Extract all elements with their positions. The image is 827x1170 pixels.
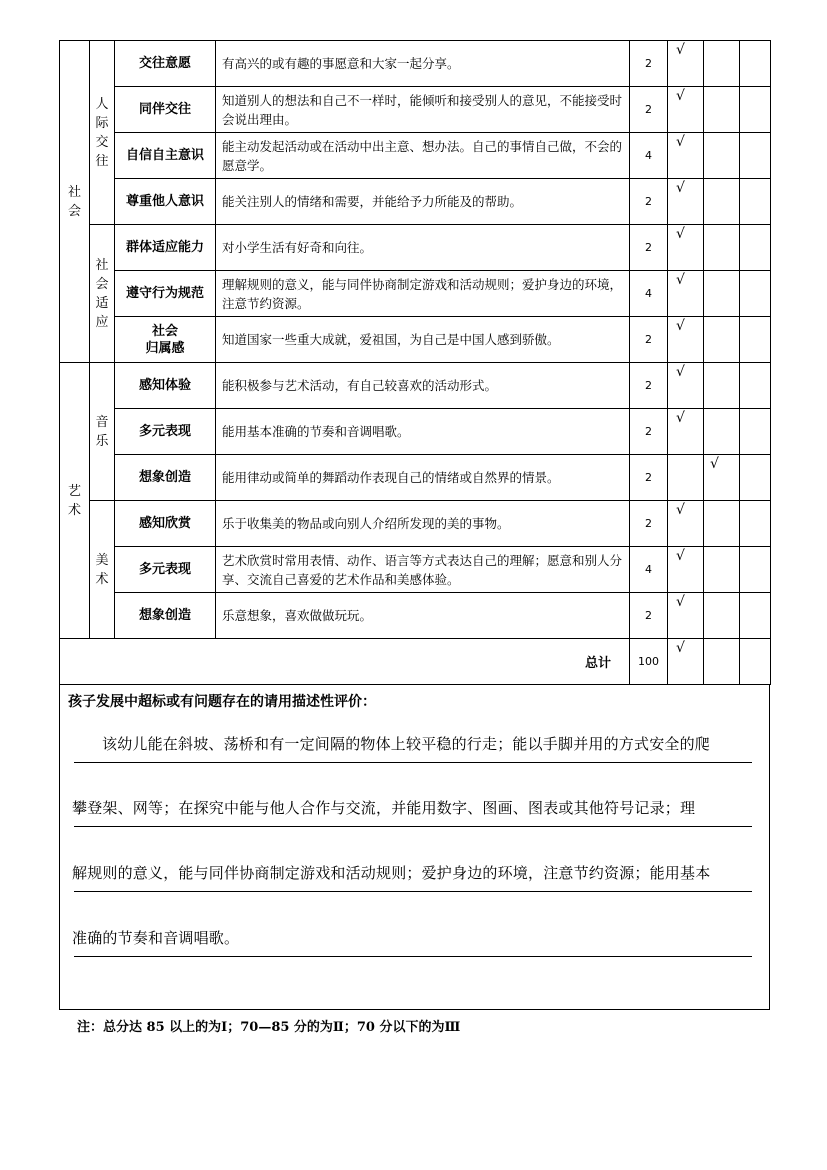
table-row: [60, 225, 771, 271]
item-score: 4: [630, 133, 668, 179]
writing-rule: [74, 762, 752, 763]
comment-title: 孩子发展中超标或有问题存在的请用描述性评价：: [68, 694, 376, 710]
item-description: 能用基本准确的节奏和音调唱歌。: [216, 409, 630, 455]
item-description: 能积极参与艺术活动，有自己较喜欢的活动形式。: [216, 363, 630, 409]
item-name: 想象创造: [115, 455, 216, 501]
item-description: 有高兴的或有趣的事愿意和大家一起分享。: [216, 41, 630, 87]
item-name: 感知体验: [115, 363, 216, 409]
check-mark-icon: √: [676, 410, 685, 426]
item-description: 理解规则的意义，能与同伴协商制定游戏和活动规则；爱护身边的环境，注意节约资源。: [216, 271, 630, 317]
item-score: 2: [630, 317, 668, 363]
check-mark-icon: √: [676, 42, 685, 58]
item-name: 感知欣赏: [115, 501, 216, 547]
subdomain-cell: 人 际 交 往: [90, 41, 115, 225]
level-1-cell[interactable]: [668, 363, 704, 409]
check-mark-icon: √: [676, 180, 685, 196]
evaluation-table: [59, 40, 771, 685]
item-name: 群体适应能力: [115, 225, 216, 271]
level-3-cell[interactable]: [740, 455, 771, 501]
table-row: [60, 271, 771, 317]
level-2-cell[interactable]: [704, 409, 740, 455]
level-2-cell[interactable]: [704, 225, 740, 271]
item-name: 交往意愿: [115, 41, 216, 87]
check-mark-icon: √: [676, 318, 685, 334]
level-3-cell[interactable]: [740, 363, 771, 409]
table-row: [60, 409, 771, 455]
total-level-2-cell[interactable]: [704, 639, 740, 685]
writing-rule: [74, 826, 752, 827]
level-1-cell[interactable]: [668, 547, 704, 593]
table-row: [60, 593, 771, 639]
item-score: 2: [630, 455, 668, 501]
level-1-cell[interactable]: [668, 179, 704, 225]
subdomain-cell: 音 乐: [90, 363, 115, 501]
level-3-cell[interactable]: [740, 547, 771, 593]
domain-cell: 社 会: [60, 41, 90, 363]
level-1-cell[interactable]: [668, 455, 704, 501]
writing-rule: [74, 956, 752, 957]
level-1-cell[interactable]: [668, 41, 704, 87]
table-row: [60, 133, 771, 179]
total-row: [60, 639, 771, 685]
writing-rule: [74, 891, 752, 892]
table-row: [60, 87, 771, 133]
level-3-cell[interactable]: [740, 41, 771, 87]
item-description: 能用律动或简单的舞蹈动作表现自己的情绪或自然界的情景。: [216, 455, 630, 501]
level-3-cell[interactable]: [740, 409, 771, 455]
level-3-cell[interactable]: [740, 593, 771, 639]
total-score: 100: [630, 639, 668, 685]
level-2-cell[interactable]: [704, 317, 740, 363]
item-score: 2: [630, 409, 668, 455]
item-score: 2: [630, 179, 668, 225]
domain-cell: 艺 术: [60, 363, 90, 639]
total-level-1-cell[interactable]: [668, 639, 704, 685]
item-name: 社会 归属感: [115, 317, 216, 363]
level-1-cell[interactable]: [668, 501, 704, 547]
item-score: 2: [630, 363, 668, 409]
check-mark-icon: √: [676, 594, 685, 610]
level-3-cell[interactable]: [740, 87, 771, 133]
level-2-cell[interactable]: [704, 133, 740, 179]
check-mark-icon: √: [676, 134, 685, 150]
evaluation-sheet: [59, 40, 770, 1010]
item-score: 2: [630, 41, 668, 87]
item-score: 2: [630, 87, 668, 133]
item-description: 能主动发起活动或在活动中出主意、想办法。自己的事情自己做，不会的愿意学。: [216, 133, 630, 179]
table-row: [60, 547, 771, 593]
check-mark-icon: √: [676, 272, 685, 288]
table-row: [60, 179, 771, 225]
level-1-cell[interactable]: [668, 593, 704, 639]
item-score: 4: [630, 547, 668, 593]
item-name: 多元表现: [115, 547, 216, 593]
level-3-cell[interactable]: [740, 225, 771, 271]
check-mark-icon: √: [676, 640, 685, 656]
item-description: 知道别人的想法和自己不一样时，能倾听和接受别人的意见，不能接受时会说出理由。: [216, 87, 630, 133]
level-1-cell[interactable]: [668, 317, 704, 363]
comment-line: 该幼儿能在斜坡、荡桥和有一定间隔的物体上较平稳的行走；能以手脚并用的方式安全的爬: [102, 735, 711, 753]
item-name: 想象创造: [115, 593, 216, 639]
item-name: 尊重他人意识: [115, 179, 216, 225]
level-2-cell[interactable]: [704, 271, 740, 317]
check-mark-icon: √: [676, 548, 685, 564]
subdomain-cell: 美 术: [90, 501, 115, 639]
item-score: 2: [630, 593, 668, 639]
item-description: 能关注别人的情绪和需要，并能给予力所能及的帮助。: [216, 179, 630, 225]
level-2-cell[interactable]: [704, 87, 740, 133]
level-1-cell[interactable]: [668, 271, 704, 317]
item-name: 自信自主意识: [115, 133, 216, 179]
table-row: [60, 317, 771, 363]
item-score: 2: [630, 501, 668, 547]
item-description: 乐于收集美的物品或向别人介绍所发现的美的事物。: [216, 501, 630, 547]
level-3-cell[interactable]: [740, 133, 771, 179]
level-2-cell[interactable]: [704, 179, 740, 225]
level-2-cell[interactable]: [704, 593, 740, 639]
level-1-cell[interactable]: [668, 409, 704, 455]
subdomain-cell: 社 会 适 应: [90, 225, 115, 363]
table-row: [60, 41, 771, 87]
comment-line: 准确的节奏和音调唱歌。: [72, 929, 240, 947]
item-score: 4: [630, 271, 668, 317]
item-description: 知道国家一些重大成就，爱祖国，为自己是中国人感到骄傲。: [216, 317, 630, 363]
level-2-cell[interactable]: [704, 455, 740, 501]
comment-box: [59, 685, 770, 1010]
level-1-cell[interactable]: [668, 87, 704, 133]
level-1-cell[interactable]: [668, 225, 704, 271]
item-name: 同伴交往: [115, 87, 216, 133]
level-2-cell[interactable]: [704, 501, 740, 547]
check-mark-icon: √: [710, 456, 719, 472]
item-description: 对小学生活有好奇和向往。: [216, 225, 630, 271]
item-description: 艺术欣赏时常用表情、动作、语言等方式表达自己的理解；愿意和别人分享、交流自己喜爱的艺术作品和美感体验。: [216, 547, 630, 593]
level-3-cell[interactable]: [740, 271, 771, 317]
item-score: 2: [630, 225, 668, 271]
item-name: 多元表现: [115, 409, 216, 455]
level-1-cell[interactable]: [668, 133, 704, 179]
item-name: 遵守行为规范: [115, 271, 216, 317]
level-3-cell[interactable]: [740, 501, 771, 547]
item-description: 乐意想象，喜欢做做玩玩。: [216, 593, 630, 639]
level-2-cell[interactable]: [704, 41, 740, 87]
table-row: [60, 363, 771, 409]
total-level-3-cell[interactable]: [740, 639, 771, 685]
total-label: 总计: [60, 639, 630, 685]
check-mark-icon: √: [676, 502, 685, 518]
check-mark-icon: √: [676, 226, 685, 242]
comment-line: 解规则的意义，能与同伴协商制定游戏和活动规则；爱护身边的环境，注意节约资源；能用基本: [72, 864, 711, 882]
scoring-note: 注：总分达 85 以上的为Ⅰ；70—85 分的为Ⅱ；70 分以下的为Ⅲ: [77, 1020, 461, 1035]
check-mark-icon: √: [676, 88, 685, 104]
table-row: [60, 501, 771, 547]
check-mark-icon: √: [676, 364, 685, 380]
level-3-cell[interactable]: [740, 317, 771, 363]
table-row: [60, 455, 771, 501]
level-2-cell[interactable]: [704, 547, 740, 593]
level-2-cell[interactable]: [704, 363, 740, 409]
level-3-cell[interactable]: [740, 179, 771, 225]
comment-line: 攀登架、网等；在探究中能与他人合作与交流，并能用数字、图画、图表或其他符号记录；理: [72, 799, 696, 817]
